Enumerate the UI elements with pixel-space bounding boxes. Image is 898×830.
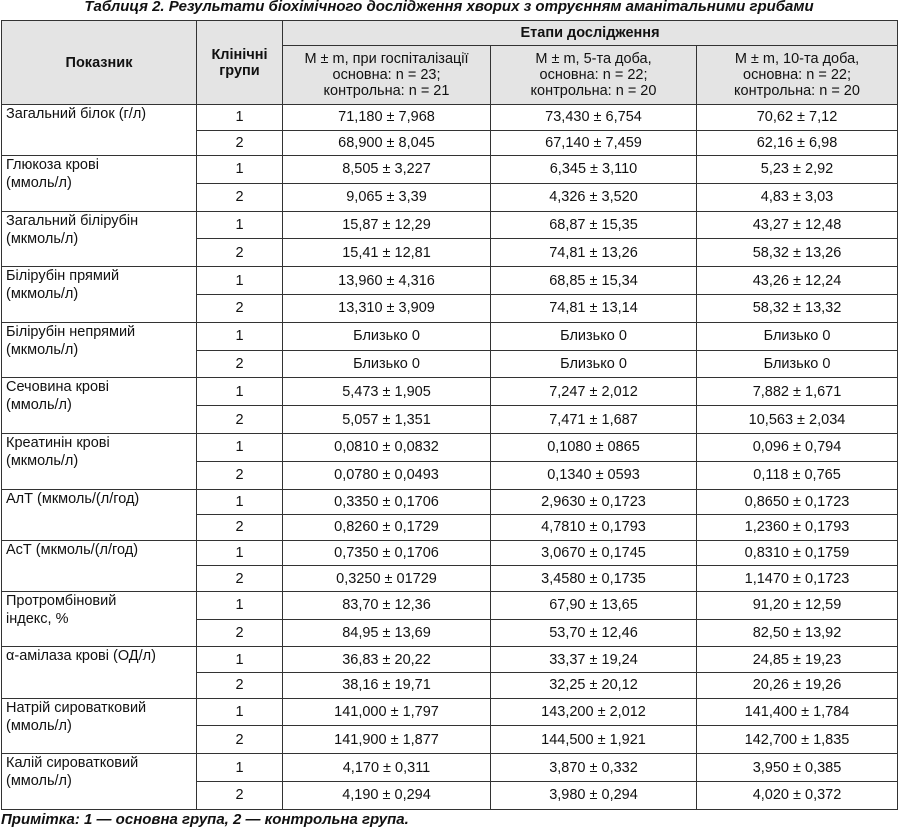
indicator-name: Натрій сироватковий xyxy=(6,699,147,716)
indicator-unit: індекс, % xyxy=(6,610,69,627)
value-cell: 62,16 ± 6,98 xyxy=(697,130,898,156)
indicator-name: Креатинін крові xyxy=(6,435,110,452)
indicator-unit: (ммоль/л) xyxy=(6,773,72,790)
value-cell: 83,70 ± 12,36 xyxy=(283,591,491,619)
value-cell: Близько 0 xyxy=(697,322,898,350)
value-cell: 3,4580 ± 0,1735 xyxy=(491,566,697,592)
value-cell: 0,8310 ± 0,1759 xyxy=(697,540,898,566)
value-cell: 4,190 ± 0,294 xyxy=(283,781,491,809)
value-cell: 0,118 ± 0,765 xyxy=(697,461,898,489)
value-cell: 33,37 ± 19,24 xyxy=(491,647,697,673)
value-cell: 68,87 ± 15,35 xyxy=(491,211,697,239)
value-cell: 13,960 ± 4,316 xyxy=(283,267,491,295)
value-cell: 70,62 ± 7,12 xyxy=(697,105,898,131)
group-cell: 2 xyxy=(197,566,283,592)
value-cell: 74,81 ± 13,14 xyxy=(491,295,697,323)
value-cell: 0,096 ± 0,794 xyxy=(697,434,898,462)
value-cell: 4,020 ± 0,372 xyxy=(697,781,898,809)
group-cell: 1 xyxy=(197,211,283,239)
indicator-cell xyxy=(2,322,197,378)
table-row xyxy=(2,698,898,726)
table-row xyxy=(2,322,898,350)
group-cell: 2 xyxy=(197,781,283,809)
group-cell: 1 xyxy=(197,647,283,673)
value-cell: 4,170 ± 0,311 xyxy=(283,754,491,782)
group-cell: 2 xyxy=(197,295,283,323)
indicator-cell xyxy=(2,211,197,267)
header-stage-admission xyxy=(283,46,491,105)
indicator-cell xyxy=(2,267,197,323)
header-stage-line: контрольна: n = 21 xyxy=(323,83,450,99)
value-cell: Близько 0 xyxy=(283,350,491,378)
group-cell: 1 xyxy=(197,489,283,515)
header-groups-line1: Клінічні xyxy=(211,46,268,63)
indicator-cell xyxy=(2,540,197,591)
group-cell: 1 xyxy=(197,322,283,350)
indicator-cell xyxy=(2,489,197,540)
indicator-cell xyxy=(2,754,197,810)
value-cell: 13,310 ± 3,909 xyxy=(283,295,491,323)
header-groups xyxy=(197,21,283,105)
value-cell: 3,980 ± 0,294 xyxy=(491,781,697,809)
group-cell: 1 xyxy=(197,105,283,131)
group-cell: 2 xyxy=(197,130,283,156)
value-cell: 67,90 ± 13,65 xyxy=(491,591,697,619)
group-cell: 2 xyxy=(197,406,283,434)
value-cell: 71,180 ± 7,968 xyxy=(283,105,491,131)
value-cell: 144,500 ± 1,921 xyxy=(491,726,697,754)
value-cell: 6,345 ± 3,110 xyxy=(491,156,697,184)
indicator-unit: (мкмоль/л) xyxy=(6,453,79,470)
value-cell: 143,200 ± 2,012 xyxy=(491,698,697,726)
header-stage-line: M ± m, 5-та доба, xyxy=(535,51,652,67)
value-cell: 43,26 ± 12,24 xyxy=(697,267,898,295)
value-cell: 7,882 ± 1,671 xyxy=(697,378,898,406)
group-cell: 2 xyxy=(197,461,283,489)
indicator-unit: (мкмоль/л) xyxy=(6,286,79,303)
value-cell: 5,473 ± 1,905 xyxy=(283,378,491,406)
value-cell: 4,326 ± 3,520 xyxy=(491,183,697,211)
group-cell: 1 xyxy=(197,698,283,726)
indicator-name: АсТ (мкмоль/(л/год) xyxy=(6,541,139,558)
table-row xyxy=(2,156,898,184)
value-cell: 68,85 ± 15,34 xyxy=(491,267,697,295)
header-groups-line2: групи xyxy=(219,62,260,79)
header-stage-line: основна: n = 23; xyxy=(332,67,441,83)
value-cell: 0,3350 ± 0,1706 xyxy=(283,489,491,515)
group-cell: 1 xyxy=(197,156,283,184)
indicator-name: Загальний білірубін xyxy=(6,212,139,229)
value-cell: 10,563 ± 2,034 xyxy=(697,406,898,434)
indicator-unit: (ммоль/л) xyxy=(6,717,72,734)
table-row xyxy=(2,754,898,782)
header-stage-day5 xyxy=(491,46,697,105)
value-cell: 3,0670 ± 0,1745 xyxy=(491,540,697,566)
group-cell: 2 xyxy=(197,726,283,754)
value-cell: 91,20 ± 12,59 xyxy=(697,591,898,619)
indicator-name: Калій сироватковий xyxy=(6,755,139,772)
indicator-cell xyxy=(2,591,197,647)
value-cell: 38,16 ± 19,71 xyxy=(283,672,491,698)
indicator-name: Протромбіновий xyxy=(6,592,117,609)
indicator-name: Білірубін прямий xyxy=(6,268,120,285)
header-stage-line: контрольна: n = 20 xyxy=(530,83,657,99)
table-note: Примітка: 1 — основна група, 2 — контрольна група. xyxy=(1,811,409,828)
value-cell: Близько 0 xyxy=(283,322,491,350)
indicator-cell xyxy=(2,434,197,490)
value-cell: 4,83 ± 3,03 xyxy=(697,183,898,211)
value-cell: Близько 0 xyxy=(697,350,898,378)
value-cell: 43,27 ± 12,48 xyxy=(697,211,898,239)
indicator-name: α-амілаза крові (ОД/л) xyxy=(6,648,156,665)
group-cell: 1 xyxy=(197,540,283,566)
table-row xyxy=(2,540,898,566)
indicator-cell xyxy=(2,378,197,434)
value-cell: 74,81 ± 13,26 xyxy=(491,239,697,267)
value-cell: Близько 0 xyxy=(491,350,697,378)
value-cell: 9,065 ± 3,39 xyxy=(283,183,491,211)
group-cell: 2 xyxy=(197,619,283,647)
value-cell: 58,32 ± 13,26 xyxy=(697,239,898,267)
indicator-name: Білірубін непрямий xyxy=(6,323,136,340)
indicator-name: Загальний білок (г/л) xyxy=(6,106,147,122)
group-cell: 2 xyxy=(197,183,283,211)
group-cell: 1 xyxy=(197,754,283,782)
table-row xyxy=(2,378,898,406)
value-cell: 58,32 ± 13,32 xyxy=(697,295,898,323)
value-cell: 3,950 ± 0,385 xyxy=(697,754,898,782)
value-cell: 73,430 ± 6,754 xyxy=(491,105,697,131)
value-cell: 67,140 ± 7,459 xyxy=(491,130,697,156)
value-cell: 141,000 ± 1,797 xyxy=(283,698,491,726)
value-cell: 5,057 ± 1,351 xyxy=(283,406,491,434)
group-cell: 2 xyxy=(197,515,283,541)
value-cell: 7,247 ± 2,012 xyxy=(491,378,697,406)
table-body xyxy=(2,105,898,810)
value-cell: 8,505 ± 3,227 xyxy=(283,156,491,184)
group-cell: 2 xyxy=(197,239,283,267)
indicator-cell xyxy=(2,647,197,698)
indicator-unit: (ммоль/л) xyxy=(6,175,72,192)
indicator-name: Глюкоза крові xyxy=(6,157,99,174)
value-cell: 0,0780 ± 0,0493 xyxy=(283,461,491,489)
value-cell: 141,900 ± 1,877 xyxy=(283,726,491,754)
header-stage-line: основна: n = 22; xyxy=(539,67,648,83)
header-stage-line: контрольна: n = 20 xyxy=(734,83,860,99)
table-row xyxy=(2,211,898,239)
value-cell: 141,400 ± 1,784 xyxy=(697,698,898,726)
indicator-name: АлТ (мкмоль/(л/год) xyxy=(6,490,140,507)
indicator-name: Сечовина крові xyxy=(6,379,109,396)
value-cell: 5,23 ± 2,92 xyxy=(697,156,898,184)
value-cell: 0,8260 ± 0,1729 xyxy=(283,515,491,541)
table-row xyxy=(2,434,898,462)
indicator-cell xyxy=(2,156,197,212)
indicator-cell xyxy=(2,698,197,754)
group-cell: 1 xyxy=(197,378,283,406)
table-row xyxy=(2,489,898,515)
header-stage-line: M ± m, при госпіталізації xyxy=(304,51,469,67)
value-cell: 53,70 ± 12,46 xyxy=(491,619,697,647)
group-cell: 2 xyxy=(197,672,283,698)
value-cell: 1,1470 ± 0,1723 xyxy=(697,566,898,592)
header-stage-line: M ± m, 10-та доба, xyxy=(734,51,860,67)
value-cell: 3,870 ± 0,332 xyxy=(491,754,697,782)
value-cell: 15,41 ± 12,81 xyxy=(283,239,491,267)
value-cell: 32,25 ± 20,12 xyxy=(491,672,697,698)
value-cell: 4,7810 ± 0,1793 xyxy=(491,515,697,541)
value-cell: 36,83 ± 20,22 xyxy=(283,647,491,673)
indicator-cell xyxy=(2,105,197,156)
value-cell: 24,85 ± 19,23 xyxy=(697,647,898,673)
indicator-unit: (мкмоль/л) xyxy=(6,341,79,358)
value-cell: 2,9630 ± 0,1723 xyxy=(491,489,697,515)
value-cell: 0,1080 ± 0865 xyxy=(491,434,697,462)
header-indicator: Показник xyxy=(2,21,197,105)
indicator-unit: (мкмоль/л) xyxy=(6,230,79,247)
table-row xyxy=(2,647,898,673)
results-table xyxy=(1,20,898,810)
header-stage-line: основна: n = 22; xyxy=(743,67,851,83)
table-row xyxy=(2,591,898,619)
header-stages: Етапи дослідження xyxy=(283,21,898,46)
group-cell: 1 xyxy=(197,267,283,295)
value-cell: 82,50 ± 13,92 xyxy=(697,619,898,647)
value-cell: 142,700 ± 1,835 xyxy=(697,726,898,754)
header-stage-day10 xyxy=(697,46,898,105)
group-cell: 1 xyxy=(197,591,283,619)
value-cell: Близько 0 xyxy=(491,322,697,350)
value-cell: 15,87 ± 12,29 xyxy=(283,211,491,239)
value-cell: 7,471 ± 1,687 xyxy=(491,406,697,434)
value-cell: 1,2360 ± 0,1793 xyxy=(697,515,898,541)
value-cell: 84,95 ± 13,69 xyxy=(283,619,491,647)
value-cell: 20,26 ± 19,26 xyxy=(697,672,898,698)
indicator-unit: (ммоль/л) xyxy=(6,397,72,414)
value-cell: 0,0810 ± 0,0832 xyxy=(283,434,491,462)
value-cell: 0,1340 ± 0593 xyxy=(491,461,697,489)
table-row xyxy=(2,267,898,295)
group-cell: 1 xyxy=(197,434,283,462)
group-cell: 2 xyxy=(197,350,283,378)
value-cell: 0,7350 ± 0,1706 xyxy=(283,540,491,566)
value-cell: 68,900 ± 8,045 xyxy=(283,130,491,156)
table-row xyxy=(2,105,898,131)
table-caption: Таблиця 2. Результати біохімічного дослідження хворих з отруєнням аманітальними грибами xyxy=(84,0,814,15)
value-cell: 0,8650 ± 0,1723 xyxy=(697,489,898,515)
value-cell: 0,3250 ± 01729 xyxy=(283,566,491,592)
